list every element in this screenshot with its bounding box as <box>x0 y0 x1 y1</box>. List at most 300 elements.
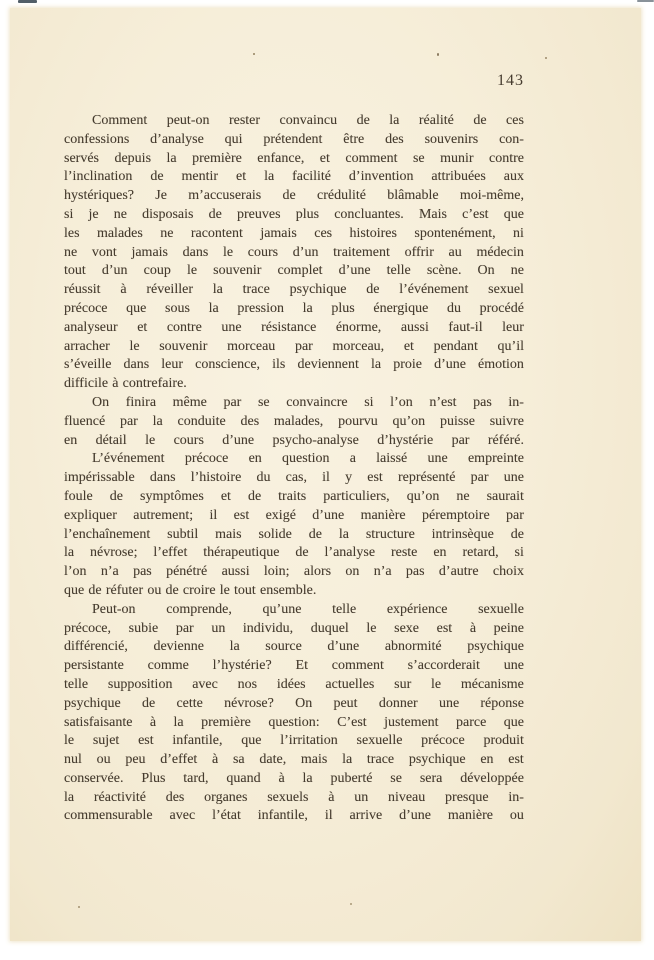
scanned-page <box>10 8 641 941</box>
word: ne <box>510 263 524 279</box>
word: je <box>88 206 99 222</box>
word: complet <box>277 263 323 279</box>
word: d’un <box>101 263 128 279</box>
text-line <box>64 356 524 375</box>
word: l’analyse <box>324 545 376 561</box>
word: symptômes <box>140 488 204 504</box>
ink-speck <box>545 57 547 59</box>
word: coup <box>143 263 171 279</box>
word: l’état <box>212 808 241 824</box>
word: ou <box>96 752 111 768</box>
word: par <box>470 470 489 486</box>
text-line <box>64 150 524 169</box>
paragraph <box>64 394 524 450</box>
word: moi-même, <box>459 188 524 204</box>
word: sur <box>394 676 412 692</box>
word: réfuter <box>105 582 144 598</box>
word: munir <box>440 150 474 166</box>
word: saurait <box>486 488 524 504</box>
word: on <box>345 564 360 580</box>
word: procédé <box>479 300 524 316</box>
word: aux <box>503 169 524 185</box>
word: puisse <box>439 413 475 429</box>
scan-artifact-top-left <box>18 0 37 3</box>
word: de <box>282 188 296 204</box>
word: est <box>233 507 250 523</box>
word: d’une <box>399 808 431 824</box>
word: idées <box>276 676 306 692</box>
word: impérissable <box>64 470 135 486</box>
word: date, <box>259 752 287 768</box>
word: des <box>240 413 260 429</box>
word: a <box>349 451 356 467</box>
text-line <box>64 206 524 225</box>
word: la <box>229 639 240 655</box>
word: disposais <box>142 206 194 222</box>
word: retard, <box>462 545 499 561</box>
word: conscience, <box>195 357 261 373</box>
text-line <box>64 695 524 714</box>
text-line <box>64 544 524 563</box>
word: référé. <box>487 432 524 448</box>
word: comme <box>147 658 189 674</box>
word: Mais <box>418 206 447 222</box>
word: et <box>403 338 414 354</box>
word: leur <box>502 319 524 335</box>
word: alors <box>303 564 332 580</box>
word: psychique <box>289 282 347 298</box>
word: in- <box>508 394 524 410</box>
word: ne <box>456 488 470 504</box>
word: de <box>366 282 380 298</box>
text-line <box>64 507 524 526</box>
word: preuves <box>237 206 281 222</box>
word: contre <box>166 319 202 335</box>
word: manière <box>447 808 493 824</box>
word: à <box>328 789 335 805</box>
word: d’une <box>312 507 345 523</box>
word: traits <box>278 488 307 504</box>
word: croire <box>182 582 216 598</box>
word: choix <box>492 564 524 580</box>
text-line <box>64 281 524 300</box>
word: le <box>64 733 75 749</box>
word: réussit <box>64 282 101 298</box>
text-line <box>64 469 524 488</box>
text-line <box>64 657 524 676</box>
word: névrose; <box>90 545 138 561</box>
word: peut-on <box>166 113 210 128</box>
word: l’inclination <box>64 169 133 185</box>
word: enfance, <box>257 150 305 166</box>
word: en <box>433 545 447 561</box>
word: convaincu <box>279 113 338 128</box>
word: peine <box>493 620 524 636</box>
text-line <box>64 732 524 751</box>
word: différencié, <box>64 639 128 655</box>
word: de <box>109 488 123 504</box>
word: finira <box>125 394 157 410</box>
text-line <box>64 638 524 657</box>
text-line <box>64 676 524 695</box>
word: pendant <box>433 338 478 354</box>
word: représenté <box>397 470 456 486</box>
word: hystériques? <box>64 188 134 204</box>
word: de <box>150 169 164 185</box>
word: par <box>175 620 194 636</box>
word: une <box>438 695 460 711</box>
word: c’est <box>462 206 489 222</box>
word: le <box>431 676 442 692</box>
word: énorme, <box>335 319 382 335</box>
word: peut <box>333 695 358 711</box>
word: il <box>324 808 333 824</box>
word: la <box>166 150 177 166</box>
word: une <box>221 319 242 335</box>
word: comment <box>345 150 398 166</box>
word: première <box>201 714 251 730</box>
word: telle <box>332 601 357 617</box>
word: la <box>342 752 353 768</box>
word: avec <box>192 676 218 692</box>
word: convaincre <box>286 394 348 410</box>
word: le <box>366 620 377 636</box>
word: d’autre <box>438 564 479 580</box>
word: On <box>295 695 313 711</box>
word: actuelles <box>325 676 375 692</box>
word: y <box>345 470 353 486</box>
word: On <box>92 394 110 410</box>
text-line <box>64 601 524 620</box>
word: malades <box>96 225 143 241</box>
word: question: <box>268 714 320 730</box>
word: subie <box>128 620 159 636</box>
word: ni <box>513 225 524 241</box>
word: la <box>64 789 75 805</box>
text-line <box>64 413 524 432</box>
word: devienne <box>153 639 204 655</box>
word: Et <box>295 658 308 674</box>
word: ensemble. <box>260 582 317 598</box>
word: d’hystérie <box>377 432 434 448</box>
word: empreinte <box>467 451 524 467</box>
word: énergique <box>373 300 429 316</box>
word: solide <box>258 526 292 542</box>
word: aussi <box>400 319 429 335</box>
word: de <box>308 526 322 542</box>
word: précoce <box>421 733 465 749</box>
word: réalité <box>418 113 454 128</box>
word: loin; <box>263 564 290 580</box>
text-line <box>64 450 524 469</box>
word: un <box>211 620 226 636</box>
word: traitement <box>333 244 390 260</box>
text-line <box>64 244 524 263</box>
paragraph <box>64 450 524 600</box>
word: d’une <box>222 432 255 448</box>
word: d’invention <box>348 169 414 185</box>
text-line <box>64 394 524 413</box>
word: difficile <box>64 376 109 392</box>
word: psychique <box>467 639 524 655</box>
word: sexuel <box>488 282 524 298</box>
word: les <box>64 225 80 241</box>
word: comment <box>331 658 384 674</box>
text-line <box>64 526 524 545</box>
word: par <box>294 338 313 354</box>
paragraph <box>64 601 524 827</box>
word: des <box>385 131 404 147</box>
text-line <box>64 563 524 582</box>
word: ou <box>509 808 524 824</box>
word: morceau <box>227 338 276 354</box>
word: arrive <box>349 808 383 824</box>
word: comprende, <box>166 601 232 617</box>
word: confessions <box>64 131 130 147</box>
word: pression <box>237 300 284 316</box>
word: produit <box>483 733 524 749</box>
word: un <box>354 789 369 805</box>
word: que <box>503 714 524 730</box>
word: donner <box>378 695 418 711</box>
word: trace <box>242 282 270 298</box>
word: de <box>295 545 309 561</box>
word: expérience <box>386 601 448 617</box>
word: psychique <box>64 695 121 711</box>
word: la <box>173 714 184 730</box>
word: la <box>212 282 223 298</box>
word: que <box>241 733 262 749</box>
word: que <box>503 206 524 222</box>
word: névrose? <box>224 695 274 711</box>
word: nos <box>237 676 258 692</box>
word: malades, <box>273 413 324 429</box>
word: vont <box>91 244 117 260</box>
text-line <box>64 375 524 394</box>
word: presque <box>445 789 489 805</box>
word: réveiller <box>146 282 193 298</box>
word: par <box>119 413 138 429</box>
word: faut-il <box>448 319 483 335</box>
word: souvenirs <box>424 131 479 147</box>
scan-artifact-top-right <box>637 0 654 2</box>
text-line <box>64 168 524 187</box>
word: à <box>149 714 157 730</box>
word: suivre <box>489 413 524 429</box>
word: du <box>446 300 461 316</box>
word: rester <box>228 113 261 128</box>
word: ou <box>147 582 162 598</box>
word: et <box>137 319 148 335</box>
word: justement <box>384 714 439 730</box>
text-block <box>64 112 524 826</box>
word: infantile, <box>257 808 308 824</box>
word: une <box>503 470 524 486</box>
word: est <box>138 733 154 749</box>
word: d’une <box>338 263 371 279</box>
word: la <box>64 545 75 561</box>
word: réactivité <box>93 789 146 805</box>
word: d’un <box>292 244 319 260</box>
word: ne <box>160 225 174 241</box>
word: détail <box>95 432 127 448</box>
word: conduite <box>177 413 226 429</box>
word: que <box>126 300 147 316</box>
word: jamais <box>131 244 168 260</box>
word: être <box>343 131 365 147</box>
word: leur <box>161 357 184 373</box>
word: infantile, <box>172 733 223 749</box>
word: l’hystérie? <box>212 658 272 674</box>
word: contrefaire. <box>122 376 187 392</box>
word: dans <box>123 357 150 373</box>
word: qu’on <box>406 488 440 504</box>
word: d’une <box>434 357 466 373</box>
word: concluantes. <box>334 206 404 222</box>
word: organes <box>204 789 248 805</box>
word: tout <box>64 263 86 279</box>
word: une <box>503 658 524 674</box>
word: que <box>64 582 85 598</box>
word: n’est <box>429 394 457 410</box>
word: telle <box>64 676 89 692</box>
word: pas <box>133 564 152 580</box>
word: offrir <box>404 244 434 260</box>
word: question <box>282 451 330 467</box>
word: contre <box>489 150 524 166</box>
word: Je <box>155 188 167 204</box>
word: laissé <box>376 451 408 467</box>
word: la <box>371 357 382 373</box>
word: histoires <box>349 225 397 241</box>
text-line <box>64 807 524 826</box>
word: l’on <box>64 564 87 580</box>
word: telle <box>386 263 411 279</box>
word: dans <box>149 470 176 486</box>
word: n’a <box>373 564 392 580</box>
word: d’analyse <box>150 131 204 147</box>
word: en <box>248 451 262 467</box>
word: la <box>389 113 400 128</box>
word: est <box>367 470 383 486</box>
word: souvenir <box>159 338 208 354</box>
word: proie <box>393 357 422 373</box>
word: peu <box>125 752 146 768</box>
word: se <box>412 150 425 166</box>
word: souvenir <box>213 263 262 279</box>
word: particuliers, <box>323 488 390 504</box>
word: facilité <box>292 169 331 185</box>
word: dans <box>182 244 209 260</box>
word: d’une <box>327 639 360 655</box>
word: morceau, <box>332 338 385 354</box>
word: pas <box>405 564 425 580</box>
word: il <box>209 507 218 523</box>
word: au <box>448 244 462 260</box>
word: qu’une <box>262 601 302 617</box>
word: satisfaisante <box>64 714 133 730</box>
word: est <box>436 620 453 636</box>
word: plus <box>295 206 320 222</box>
word: une <box>427 451 448 467</box>
word: qu’on <box>392 413 426 429</box>
word: développée <box>460 770 524 786</box>
word: deviennent <box>297 357 359 373</box>
word: par <box>451 432 470 448</box>
word: con- <box>499 131 524 147</box>
word: sujet <box>92 733 120 749</box>
text-line <box>64 582 524 601</box>
word: en <box>480 752 494 768</box>
word: Comment <box>92 113 148 128</box>
word: de <box>208 206 222 222</box>
word: à <box>469 620 477 636</box>
word: si <box>364 394 374 410</box>
word: puberté <box>330 770 373 786</box>
word: si <box>514 545 524 561</box>
word: de <box>142 695 156 711</box>
word: mentir <box>181 169 219 185</box>
word: mécanisme <box>460 676 524 692</box>
word: émotion <box>478 357 524 373</box>
word: et <box>220 488 231 504</box>
word: individu, <box>242 620 294 636</box>
word: sexuels <box>267 789 309 805</box>
word: autrement; <box>133 507 194 523</box>
word: parce <box>456 714 487 730</box>
word: pénétré <box>166 564 208 580</box>
word: le <box>129 338 140 354</box>
text-line <box>64 338 524 357</box>
word: se <box>257 394 270 410</box>
word: est <box>508 752 524 768</box>
word: la <box>152 413 163 429</box>
word: le <box>186 263 198 279</box>
word: à <box>120 282 127 298</box>
text-line <box>64 789 524 808</box>
word: l’on <box>390 394 413 410</box>
word: en <box>64 432 78 448</box>
word: intrinsèque <box>431 526 494 542</box>
word: précoce, <box>64 620 112 636</box>
word: cours <box>173 432 204 448</box>
word: de <box>510 526 524 542</box>
word: pas <box>473 394 492 410</box>
word: même <box>172 394 207 410</box>
word: la <box>338 526 349 542</box>
word: qu’il <box>497 338 524 354</box>
word: cette <box>176 695 203 711</box>
word: manière <box>360 507 406 523</box>
word: tout <box>234 582 256 598</box>
word: trace <box>366 752 395 768</box>
text-line <box>64 714 524 733</box>
word: nul <box>64 752 82 768</box>
ink-speck <box>253 53 255 55</box>
word: Plus <box>141 770 166 786</box>
word: par <box>223 394 242 410</box>
text-line <box>64 770 524 789</box>
word: crédulité <box>317 188 366 204</box>
word: sera <box>419 770 443 786</box>
word: exigé <box>265 507 296 523</box>
word: l’événement <box>399 282 469 298</box>
word: fluencé <box>64 413 106 429</box>
text-line <box>64 225 524 244</box>
word: cas, <box>285 470 307 486</box>
word: si <box>64 206 74 222</box>
ink-speck <box>78 906 80 908</box>
